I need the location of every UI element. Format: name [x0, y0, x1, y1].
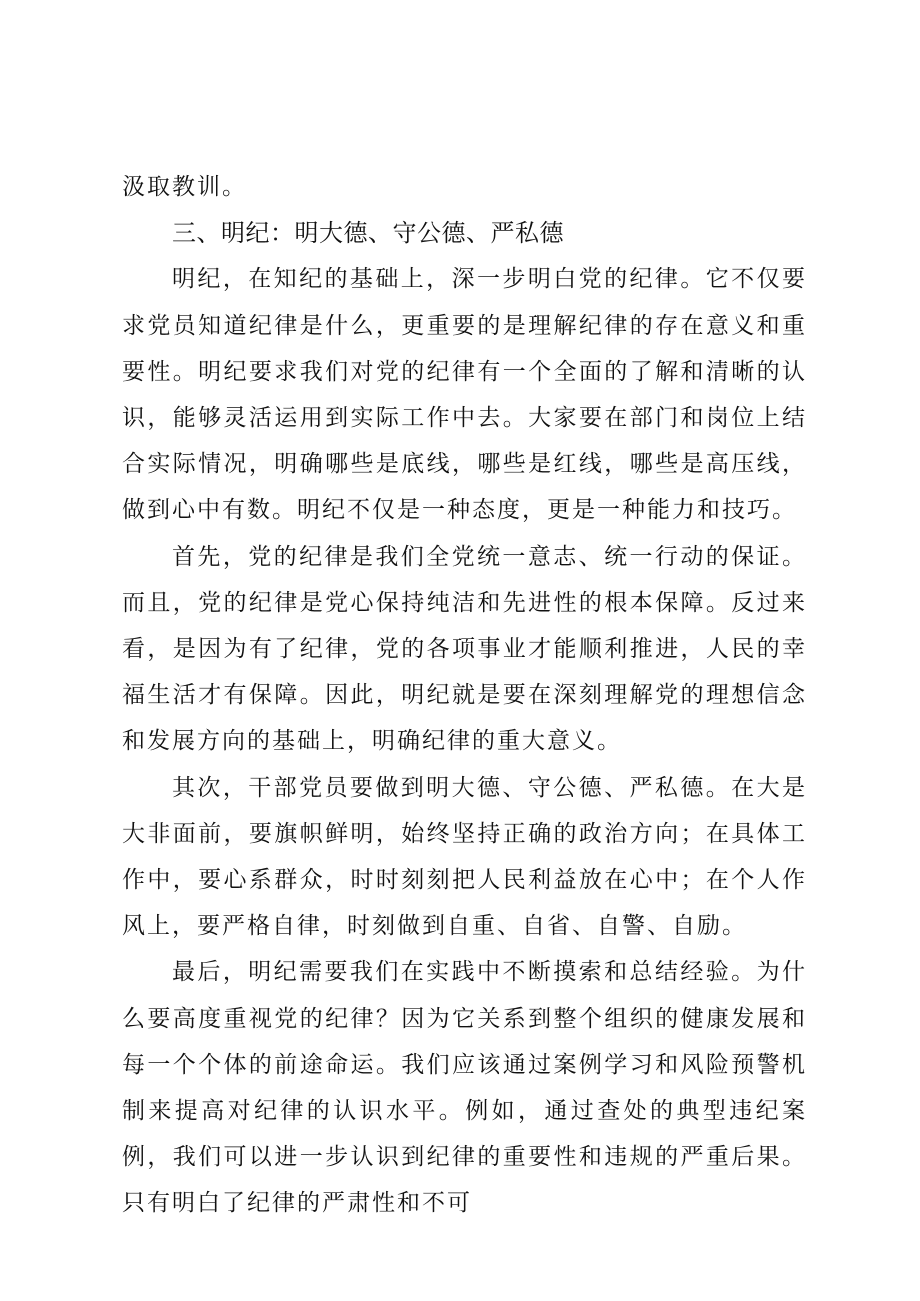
paragraph-1: 明纪，在知纪的基础上，深一步明白党的纪律。它不仅要求党员知道纪律是什么，更重要的是理解纪律的存在意义和重要性。明纪要求我们对党的纪律有一个全面的了解和清晰的认识，能够灵活运用到实际工作中去。大家要在部门和岗位上结合实际情况，明确哪些是底线，哪些是红线，哪些是高压线，做到心中有数。明纪不仅是一种态度，更是一种能力和技巧。: [122, 266, 807, 524]
paragraph-3: 其次，干部党员要做到明大德、守公德、严私德。在大是大非面前，要旗帜鲜明，始终坚持正确的政治方向；在具体工作中，要心系群众，时时刻刻把人民利益放在心中；在个人作风上，要严格自律，时刻做到自重、自省、自警、自励。: [122, 774, 807, 940]
document-body: [122, 164, 807, 1227]
paragraph-2: 首先，党的纪律是我们全党统一意志、统一行动的保证。而且，党的纪律是党心保持纯洁和先进性的根本保障。反过来看，是因为有了纪律，党的各项事业才能顺利推进，人民的幸福生活才有保障。因此，明纪就是要在深刻理解党的理想信念和发展方向的基础上，明确纪律的重大意义。: [122, 543, 807, 755]
paragraph-4: 最后，明纪需要我们在实践中不断摸索和总结经验。为什么要高度重视党的纪律？因为它关系到整个组织的健康发展和每一个个体的前途命运。我们应该通过案例学习和风险预警机制来提高对纪律的认识水平。例如，通过查处的典型违纪案例，我们可以进一步认识到纪律的重要性和违规的严重后果。只有明白了纪律的严肃性和不可: [122, 959, 807, 1217]
continuation-text: 汲取教训。: [122, 174, 247, 200]
section-heading: 三、明纪：明大德、守公德、严私德: [172, 219, 564, 248]
